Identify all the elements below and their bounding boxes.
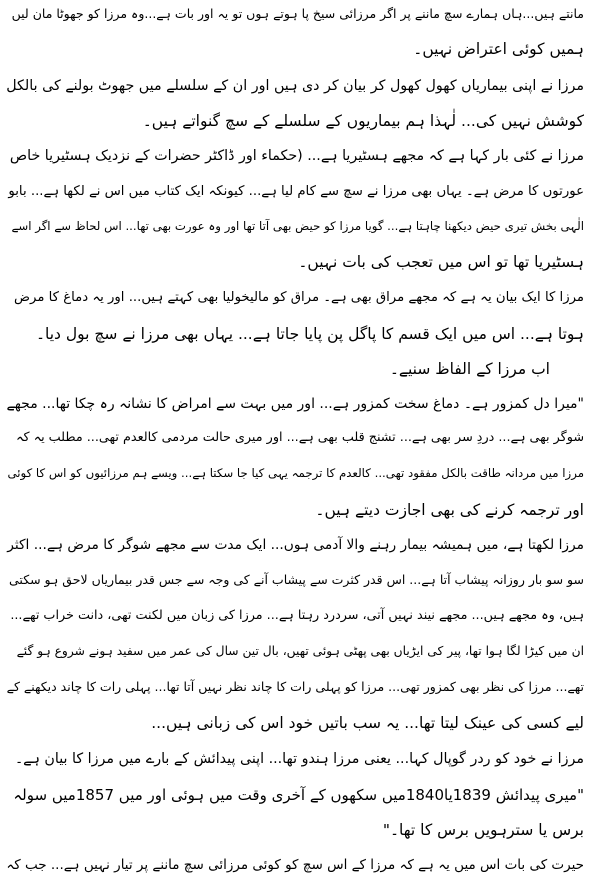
text-line: سو سو بار روزانہ پیشاب آتا ہے... اس قدر کثرت سے پیشاب آنے کی وجہ سے جس قدر بیماریاں لاحق ہو سکتی (9, 572, 584, 587)
text-line: "میرا دل کمزور ہے۔ دماغ سخت کمزور ہے... اور میں بہت سے امراض کا نشانہ رہ چکا تھا... مجھے (6, 396, 584, 412)
text-line: ہسٹیریا تھا تو اس میں تعجب کی بات نہیں۔ (298, 253, 584, 271)
text-line: اب مرزا کے الفاظ سنیے۔ (389, 360, 550, 378)
text-line: مرزا کا ایک بیان یہ ہے کہ مجھے مراق بھی ہے۔ مراق کو مالیخولیا بھی کہتے ہیں... اور یہ دماغ کا مرض (14, 290, 584, 305)
text-line: کوشش نہیں کی... لٰہذا ہم بیماریوں کے سلسلے کے سچ گنواتے ہیں۔ (142, 112, 584, 130)
text-line: تھے... مرزا کی نظر بھی کمزور تھی... مرزا کو پہلی رات کا چاند نظر نہیں آتا تھا... پہلی رات کا چاند دیکھنے کے (6, 679, 584, 694)
text-line: برس یا سترہویں برس کا تھا۔" (382, 821, 584, 839)
text-line: عورتوں کا مرض ہے۔ یہاں بھی مرزا نے سچ سے کام لیا ہے... کیونکہ ایک کتاب میں اس نے لکھا ہے... بابو (8, 184, 584, 199)
text-line: مرزا نے کئی بار کہا ہے کہ مجھے ہسٹیریا ہے... (حکماء اور ڈاکٹر حضرات کے نزدیک ہسٹیریا خاص (9, 148, 584, 164)
text-line: الٰہی بخش تیری حیض دیکھنا چاہتا ہے... گویا مرزا کو حیض بھی آتا تھا اور وہ عورت بھی تھا... اس لحاظ سے اگر اسے (11, 219, 584, 233)
text-line: "میری پیدائش 1839یا1840میں سکھوں کے آخری وقت میں ہوئی اور میں 1857میں سولہ (13, 786, 584, 804)
text-line: مرزا نے اپنی بیماریاں کھول کھول کر بیان کر دی ہیں اور ان کے سلسلے میں جھوٹ بولنے کی بالکل (6, 78, 584, 94)
text-line: اور ترجمہ کرنے کی بھی اجازت دیتے ہیں۔ (315, 501, 584, 519)
text-line: ہمیں کوئی اعتراض نہیں۔ (413, 40, 584, 58)
text-line: ہوتا ہے... اس میں ایک قسم کا پاگل پن پایا جاتا ہے... یہاں بھی مرزا نے سچ بول دیا۔ (35, 325, 584, 343)
text-line: حیرت کی بات اس میں یہ ہے کہ مرزا کے اس سچ کو کوئی مرزائی سچ ماننے پر تیار نہیں ہے... جب کہ (6, 857, 584, 873)
text-line: ان میں کیڑا لگا ہوا تھا، پیر کی ایڑیاں بھی پھٹی ہوئی تھیں، بال تین سال کی عمر میں سفید ہونے شروع ہو گئے (16, 644, 584, 658)
text-line: مانتے ہیں...ہاں ہمارے سچ ماننے پر اگر مرزائی سیخ پا ہوتے ہوں تو یہ اور بات ہے...وہ مرزا کو جھوٹا مان لیں (11, 6, 584, 21)
text-line: مرزا نے خود کو ردر گوپال کہا... یعنی مرزا ہندو تھا... اپنی پیدائش کے بارے میں مرزا کا بیان ہے۔ (14, 751, 584, 767)
text-line: مرزا میں مردانہ طاقت بالکل مفقود تھی... کالعدم کا ترجمہ یہی کیا جا سکتا ہے... ویسے ہم مرزائیوں کو اس کا کوئی (7, 466, 584, 480)
text-line: ہیں، وہ مجھے ہیں... مجھے نیند نہیں آتی، سردرد رہتا ہے... مرزا کی زبان میں لکنت تھی، دانت خراب تھے... (10, 608, 584, 623)
text-line: مرزا لکھتا ہے، میں ہمیشہ بیمار رہنے والا آدمی ہوں... ایک مدت سے مجھے شوگر کا مرض ہے... اکثر (7, 537, 584, 553)
text-line: شوگر بھی ہے... دردِ سر بھی ہے... تشنج قلب بھی ہے... اور میری حالت مردمی کالعدم تھی... مطلب یہ کہ (16, 430, 584, 445)
text-line: لیے کسی کی عینک لیتا تھا... یہ سب باتیں خود اس کی زبانی ہیں... (151, 714, 584, 732)
